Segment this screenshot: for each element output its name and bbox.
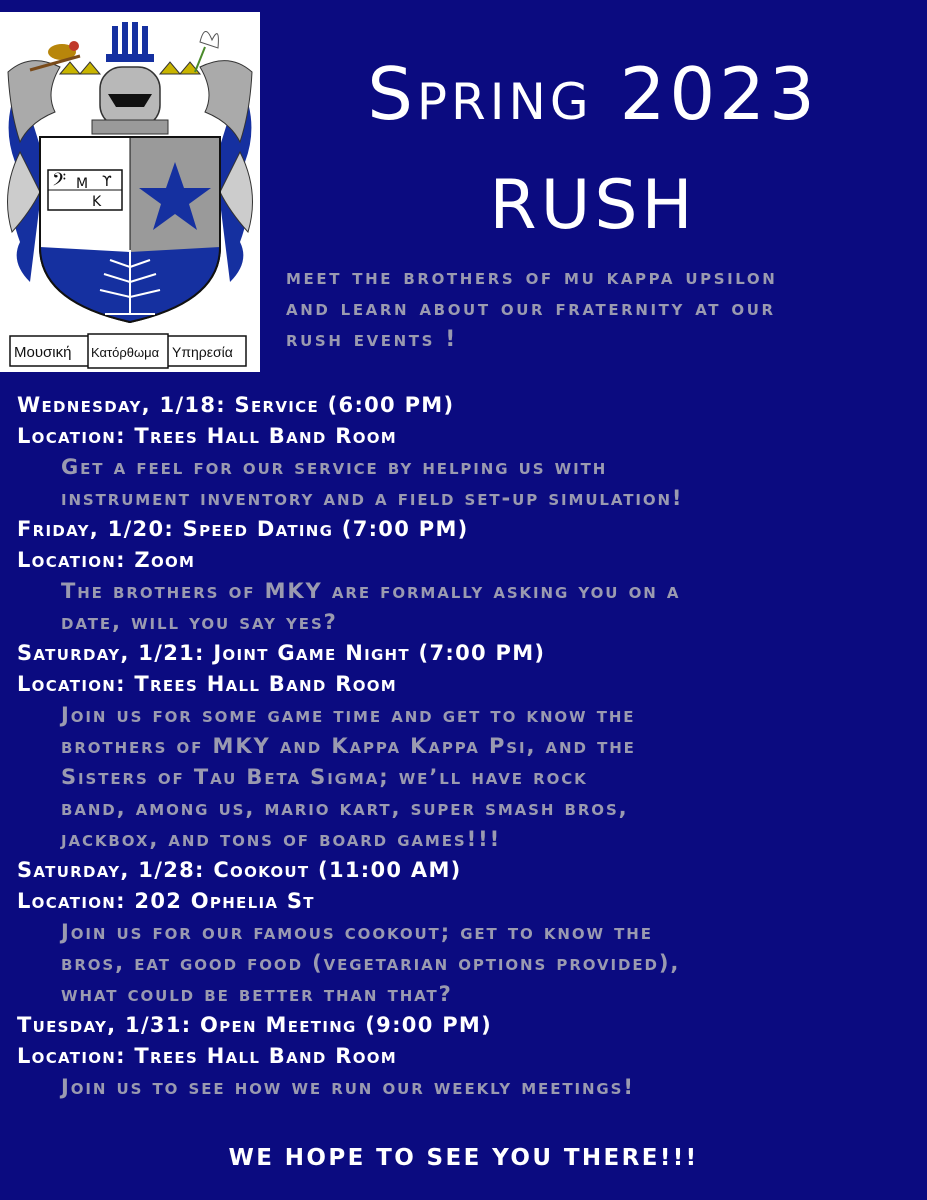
event-location: Location: 202 Ophelia St — [17, 889, 315, 913]
event-location: Location: Zoom — [17, 548, 196, 572]
crest-emblem-icon — [0, 12, 260, 372]
description-line: what could be better than that? — [61, 982, 453, 1006]
svg-text:Μουσική: Μουσική — [14, 344, 72, 361]
intro-line: and learn about our fraternity at our — [286, 296, 776, 321]
event-item — [17, 1010, 917, 1103]
event-description — [17, 700, 917, 855]
event-list — [17, 390, 917, 1103]
event-heading: Friday, 1/20: Speed Dating (7:00 PM) — [17, 517, 469, 541]
description-line: jackbox, and tons of board games!!! — [61, 827, 502, 851]
description-line: bros, eat good food (vegetarian options provided), — [61, 951, 681, 975]
description-line: instrument inventory and a field set-up simulation! — [61, 486, 684, 510]
svg-text:K: K — [92, 194, 102, 210]
svg-text:M: M — [76, 176, 89, 192]
description-line: Sisters of Tau Beta Sigma; we’ll have rock — [61, 765, 588, 789]
title-line-1: Spring 2023 — [367, 52, 819, 136]
event-description — [17, 917, 917, 1010]
event-location: Location: Trees Hall Band Room — [17, 424, 398, 448]
svg-text:Υπηρεσία: Υπηρεσία — [172, 344, 233, 360]
event-description — [17, 576, 917, 638]
svg-text:𝄢: 𝄢 — [52, 170, 67, 195]
description-line: Get a feel for our service by helping us with — [61, 455, 608, 479]
closing-message: WE HOPE TO SEE YOU THERE!!! — [228, 1145, 699, 1171]
intro-text — [286, 262, 906, 355]
event-description — [17, 452, 917, 514]
description-line: Join us to see how we run our weekly meetings! — [61, 1075, 635, 1099]
event-item — [17, 855, 917, 1010]
intro-line: meet the brothers of mu kappa upsilon — [286, 265, 778, 290]
event-heading: Saturday, 1/28: Cookout (11:00 AM) — [17, 858, 462, 882]
event-item — [17, 390, 917, 514]
event-heading: Saturday, 1/21: Joint Game Night (7:00 PM) — [17, 641, 546, 665]
event-item — [17, 514, 917, 638]
description-line: date, will you say yes? — [61, 610, 338, 634]
svg-text:ϒ: ϒ — [102, 174, 112, 190]
description-line: The brothers of MKY are formally asking you on a — [61, 579, 681, 603]
event-heading: Tuesday, 1/31: Open Meeting (9:00 PM) — [17, 1013, 493, 1037]
event-description — [17, 1072, 917, 1103]
description-line: Join us for some game time and get to know the — [61, 703, 636, 727]
event-location: Location: Trees Hall Band Room — [17, 672, 398, 696]
event-location: Location: Trees Hall Band Room — [17, 1044, 398, 1068]
fraternity-crest — [0, 12, 260, 372]
intro-line: rush events ! — [286, 327, 458, 352]
event-item — [17, 638, 917, 855]
description-line: brothers of MKY and Kappa Kappa Psi, and the — [61, 734, 636, 758]
title-line-2: RUSH — [489, 166, 697, 245]
description-line: band, among us, mario kart, super smash bros, — [61, 796, 629, 820]
event-heading: Wednesday, 1/18: Service (6:00 PM) — [17, 393, 455, 417]
description-line: Join us for our famous cookout; get to know the — [61, 920, 653, 944]
page-title — [268, 38, 918, 262]
svg-text:Κατόρθωμα: Κατόρθωμα — [91, 345, 160, 360]
